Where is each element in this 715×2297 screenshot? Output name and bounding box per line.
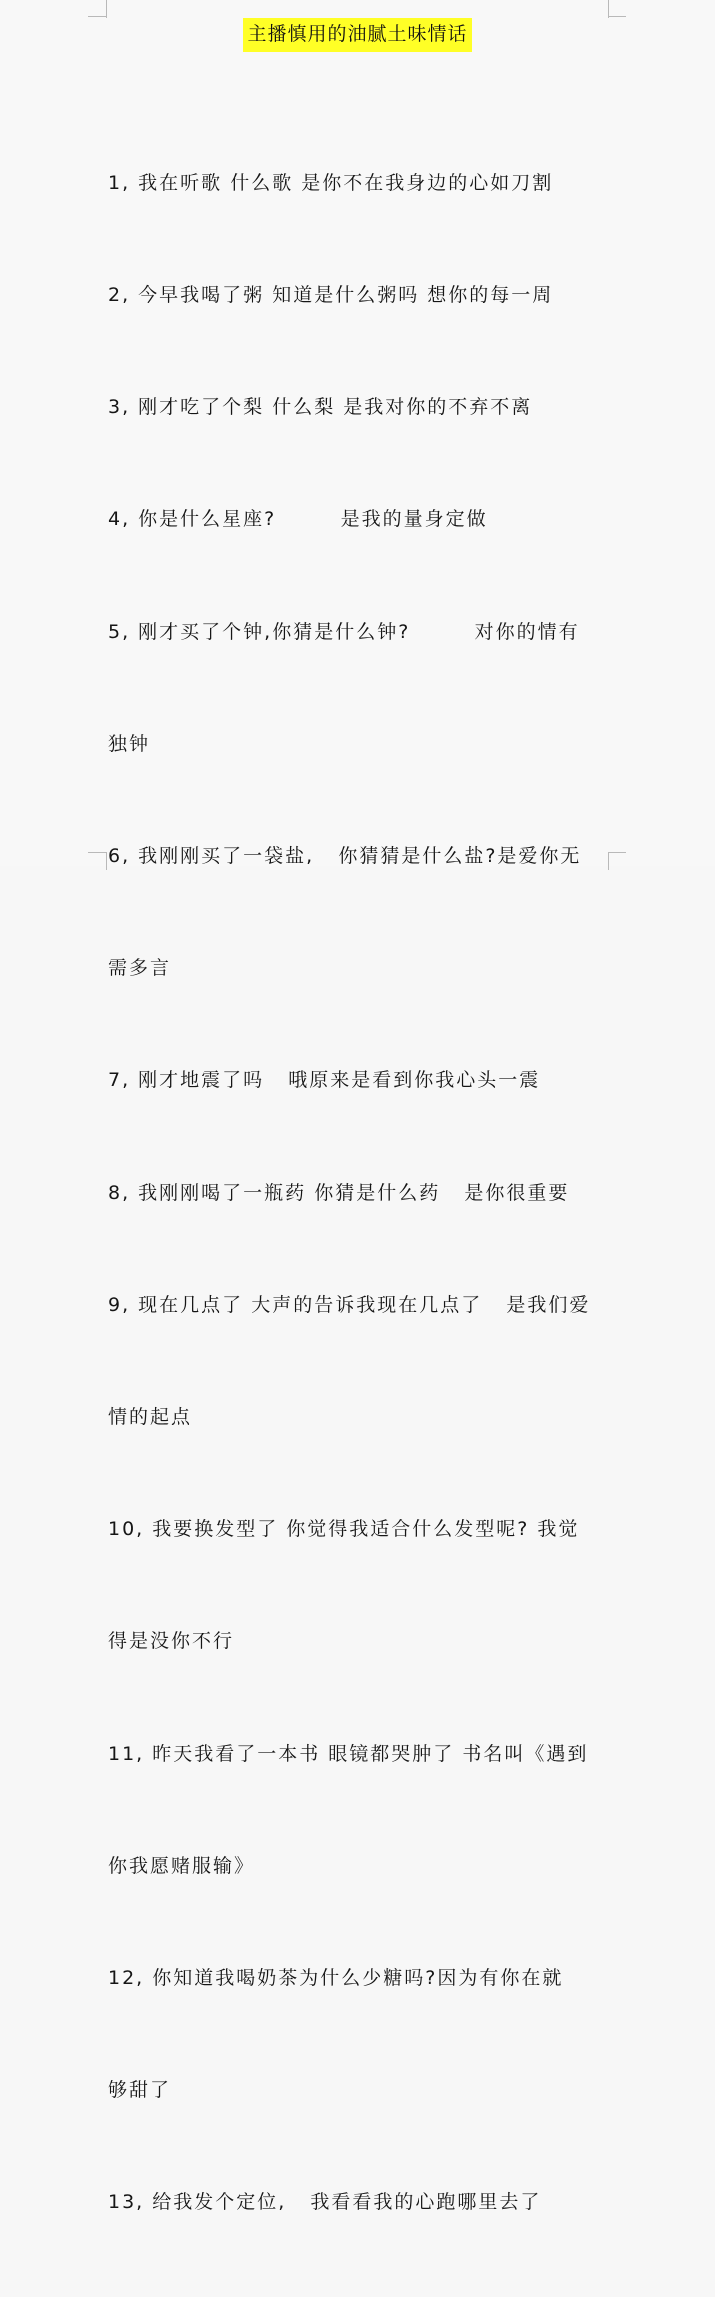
crop-mark [106,852,107,870]
text-line: 6, 我刚刚买了一袋盐, 你猜猜是什么盐?是爱你无 [108,845,582,868]
text-line: 13, 给我发个定位, 我看看我的心跑哪里去了 [108,2191,542,2214]
text-line: 11, 昨天我看了一本书 眼镜都哭肿了 书名叫《遇到 [108,1742,589,1765]
text-line: 4, 你是什么星座? 是我的量身定做 [108,508,488,531]
crop-mark [106,0,107,18]
text-line: 你我愿赌服输》 [108,1854,256,1877]
text-line: 独钟 [108,732,151,755]
crop-mark [88,852,106,853]
text-line: 3, 刚才吃了个梨 什么梨 是我对你的不弃不离 [108,396,533,419]
text-line: 12, 你知道我喝奶茶为什么少糖吗?因为有你在就 [108,1967,564,1990]
text-line: 1, 我在听歌 什么歌 是你不在我身边的心如刀割 [108,171,554,194]
text-line: 8, 我刚刚喝了一瓶药 你猜是什么药 是你很重要 [108,1181,570,1204]
crop-mark [608,852,609,870]
crop-mark [608,852,626,853]
text-line: 得是没你不行 [108,1630,235,1653]
text-line: 够甜了 [108,2079,172,2102]
text-line: 10, 我要换发型了 你觉得我适合什么发型呢? 我觉 [108,1518,580,1541]
text-line: 情的起点 [108,1406,193,1429]
crop-mark [88,16,106,17]
document-body [108,90,608,2297]
text-line: 9, 现在几点了 大声的告诉我现在几点了 是我们爱 [108,1293,591,1316]
document-title: 主播慎用的油腻土味情话 [243,18,471,52]
text-line: 需多言 [108,957,172,980]
crop-mark [608,0,609,18]
text-line: 2, 今早我喝了粥 知道是什么粥吗 想你的每一周 [108,284,554,307]
text-line: 5, 刚才买了个钟,你猜是什么钟? 对你的情有 [108,620,580,643]
crop-mark [608,16,626,17]
text-line: 7, 刚才地震了吗 哦原来是看到你我心头一震 [108,1069,541,1092]
title-wrap [0,18,715,52]
